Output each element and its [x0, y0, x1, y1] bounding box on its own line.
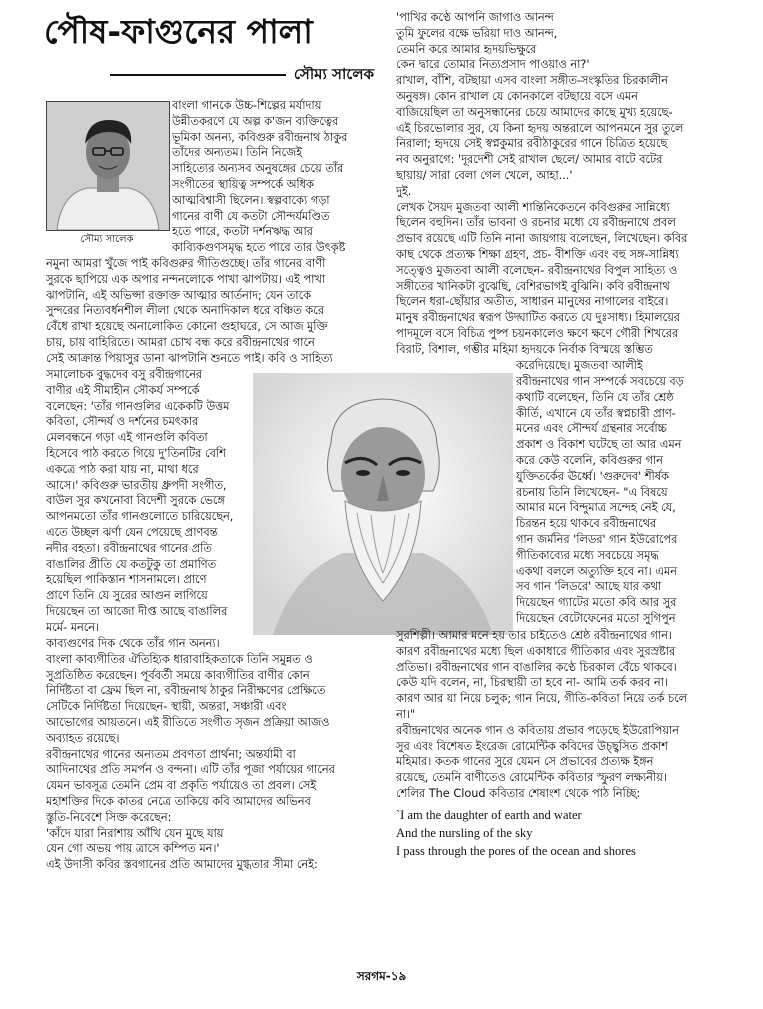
- article-title: পৌষ-ফাগুনের পালা: [44, 12, 313, 51]
- tagore-portrait: [253, 373, 513, 635]
- author-photo-illustration: [47, 102, 169, 230]
- photo-caption: সৌম্য সালেক: [80, 234, 134, 245]
- shelley-quote: `I am the daughter of earth and water And the nursling of the sky I pass through the pores of the ocean and shores: [396, 808, 636, 858]
- paragraph-3: কাব্যগুণের দিক থেকে তাঁর গান অনন্য। বাংলা কাব্যগীতির ঐতিহ্যিক ধারাবাহিকতাকে তিনি সমুন্নত ও সুপ্রতিষ্ঠিত করেছেন। পূর্ববর্তী সময়ে কাব্যগীতির বাণীর কোন নির্দিষ্টতা বা ফ্রেম ছিল না, রবীন্দ্রনাথ ঠাকুর নিরীক্ষণের প্রেক্ষিতে সেটিকে নির্দিষ্টতা দিয়েছেন- স্থায়ী, অন্তরা, সঞ্চারী এবং আভোগের আয়তনে। এই রীতিতে সংগীত সৃজন প্রক্রিয়া আজও অব্যাহত রয়েছে। রবীন্দ্রনাথের গানের অন্যতম প্রবণতা প্রার্থনা; অন্তর্যামী বা আদিনাথের প্রতি সমর্পন ও বন্দনা। এটি তাঁর পূজা পর্যায়ের গানের যেমন ভাবসূত্র তেমনি প্রেম বা প্রকৃতি পর্যায়েও তা প্রবল। সেই মহাশক্তির দিকে কাতর নেত্রে তাকিয়ে কবি আমাদের অভিনব স্তুতি-নিবেশে সিক্ত করেছেন: 'কাঁদে যারা নিরাশায় আঁখি যেন মুছে যায় যেন গো অভয় পায় ত্রাসে কম্পিত মন।' এই উদাসী কবির স্তবগানের প্রতি আমাদের মুগ্ধতার সীমা নেই:: [46, 637, 335, 872]
- paragraph-1: নমুনা আমরা খুঁজে পাই কবিগুরুর গীতিগুচ্ছে। তাঁর গানের বাণী সুরকে ছাপিয়ে এক অপার নন্দনলোকে পাখা ঝাপটায়। এই পাখা ঝাপটানি, এই অভিপ্সা রক্তাক্ত আত্মার আর্তনাদ; যেন তাকে সুন্দরের নিত্যবর্ধনশীল লীলা থেকে অনাদিকাল ধরে বঞ্চিত করে বেঁধে রাখা হয়েছে অনালোকিত কোনো গুহাঘরে, সে আজ মুক্তি চায়, চায় বাহিরিতে। আমরা চোখ বন্ধ করে রবীন্দ্রনাথের গানে সেই আক্রান্ত পিয়াসুর ডানা ঝাপটানি শুনতে পাই। কবি ও সাহিত্য: [46, 257, 333, 365]
- byline: [110, 62, 374, 88]
- paragraph-2: সমালোচক বুদ্ধদেব বসু রবীন্দ্রগানের বাণীর এই সীমাহীন সৌকর্য সম্পর্কে বলেছেন: 'তাঁর গানগুলির একেকটি উত্তম কবিতা, সৌন্দর্য ও দর্শনের চমৎকার মেলবন্ধনে গড়া এই গানগুলি কবিতা হিসেবে পাঠ করতে গিয়ে দু'তিনটির বেশি একত্রে পাঠ করা যায় না, মাথা ধরে আসে।' কবিগুরু ভারতীয় ধ্রুপদী সংগীত, বাউল সুর কখনোবা বিদেশী সুরকে ভেঙ্গে আপনমতো তাঁর গানগুলোতে চারিয়েছেন, এতে উচ্ছল ঝর্ণা যেন পেয়েছে প্রাণবন্ত নদীর বহতা। রবীন্দ্রনাথের গানের প্রতি বাঙালির প্রীতি যে কতটুকু তা প্রমাণিত হয়েছিল পাকিস্তান শাসনামলে। প্রাণে প্রাণে তিনি যে সুরের আগুন লাগিয়ে দিয়েছেন তা আজো দীপ্ত আছে বাঙালির মর্মে- মননে।: [46, 368, 234, 634]
- right-mid-paragraph: রবীন্দ্রনাথের গান সম্পর্কে সবচেয়ে বড় কথাটি বলেছেন, তিনি যে তাঁর শ্রেষ্ঠ কীর্তি, এখানে যে তাঁর স্বপ্নচারী প্রাণ- মনের এবং সৌন্দর্য গ্রন্থনার সর্বোচ্চ প্রকাশ ও বিকাশ ঘটেছে তা আর এমন করে কেউ বলেনি, কবিগুরুর গান যুক্তিতর্কের ঊর্ধ্বে। 'গুরুদেব' শীর্ষক রচনায় তিনি লিখেছেন- "এ বিষয়ে আমার মনে বিন্দুমাত্র সন্দেহ নেই যে, চিরন্তন হয়ে থাকবে রবীন্দ্রনাথের গান জর্মনির 'লিডর' গান ইউরোপের গীতিকাব্যের মধ্যে সবচেয়ে সমৃদ্ধ একথা বললে অত্যুক্তি হবে না। এমন সব গান 'লিডরে' আছে যার কথা দিয়েছেন গ্যাটের মতো কবি আর সুর দিয়েছেন বেটোফেনের মতো সুগিপুন: [516, 375, 684, 625]
- right-top-paragraph: 'পাখির কণ্ঠে আপনি জাগাও আনন্দ তুমি ফুলের বক্ষে ভরিয়া দাও আনন্দ, তেমনি করে আমার হৃদয়ভিক্ষুরে কেন দ্বারে তোমার নিত্যপ্রসাদ পাওয়াও না?' রাখাল, বাঁশি, বটছায়া এসব বাংলা সঙ্গীত-সংস্কৃতির চিরকালীন অনুষঙ্গ। কোন রাখাল যে কোনকালে বটছায়ে বসে এমন বাজিয়েছিল তা অনুসন্ধানের চেয়ে আমাদের কাছে মুখ্য হয়েছে- এই চিরভোলার সুর, যে কিনা হৃদয় অন্তরালে আপনমনে সুর তুলে নিরালা; হৃদয়ে সেই স্বপ্নকুমার রবীঠাকুরের গানে চিত্রিত হয়েছে নব অনুরাগে: 'দূরদেশী সেই রাখাল ছেলে/ আমার বাটে বটের ছায়ায়/ সারা বেলা গেল খেলে, আহা...' দুই. লেখক সৈয়দ মুজতবা আলী শান্তিনিকেতনে কবিগুরুর সান্নিধ্যে ছিলেন বহুদিন। তাঁর ভাবনা ও রচনার মধ্যে যে রবীন্দ্রনাথে প্রবল প্রভাব রয়েছে এটি তিনি নানা জায়গায় বলেছেন, লিখেছেন। কবির কাছ থেকে প্রত্যক্ষ শিক্ষা গ্রহণ, প্রচ- বীশক্তি এবং বহু সঙ্গ-সান্নিধ্য সত্ত্বেও মুজতবা আলী বলেছেন- রবীন্দ্রনাথের বিপুল সাহিত্য ও সঙ্গীতের খানিকটা বুঝেছি, বেশিরভাগই বুঝিনি। কবি রবীন্দ্রনাথ ছিলেন ধরা-ছোঁয়ার অতীত, সাধারন মানুষের নাগালের বাইরে। মানুষ রবীন্দ্রনাথের স্বরূপ উদ্ঘাটিত করতে যে দুঃসাধ্য। হিমালয়ের পাদমূলে বসে বিচিত্র পুষ্প চয়নকালেও ক্ষণে ক্ষণে গৌরী শিখরের বিরাট, বিশাল, গম্ভীর মহিমা হৃদয়কে নির্বাক বিস্ময়ে স্তম্ভিত করেদিয়েছে। মুজতবা আলীই: [396, 11, 688, 372]
- byline-rule: [110, 74, 286, 76]
- tagore-portrait-illustration: [253, 373, 513, 635]
- intro-paragraph: বাংলা গানকে উচ্চ-শিল্পের মর্যাদায় উন্নীতকরণে যে অল্প ক'জন ব্যক্তিত্বের ভূমিকা অনন্য, কবিগুরু রবীন্দ্রনাথ ঠাকুর তাঁদের অন্যতম। তিনি নিজেই সাহিত্যের অন্যসব অনুষঙ্গের চেয়ে তাঁর সংগীতের স্থায়িত্ব সম্পর্কে অধিক আত্মবিশ্বাসী ছিলেন। স্বল্পবাক্যে গড়া গানের বাণী যে কতটা সৌন্দর্যমণ্ডিত হতে পারে, কতটা দর্শনঋদ্ধ আর কাব্যিকগুণসমৃদ্ধ হতে পারে তার উৎকৃষ্ট: [172, 99, 348, 255]
- author-photo: [46, 101, 170, 231]
- right-bottom-paragraph: সুরশিল্পী। আমার মনে হয় তার চাইতেও শ্রেষ্ঠ রবীন্দ্রনাথের গান। কারণ রবীন্দ্রনাথের মধ্যে ছিল একাধারে গীতিকার এবং সুরস্রষ্টার প্রতিভা। রবীন্দ্রনাথের গান বাঙালির কণ্ঠে চিরকাল বেঁচে থাকবে। কেউ যদি বলেন, না, চিরস্থায়ী তা হবে না- আমি তর্ক করব না। কারণ আর যা নিয়ে চলুক; গান নিয়ে, গীতি-কবিতা নিয়ে তর্ক চলে না।" রবীন্দ্রনাথের অনেক গান ও কবিতায় প্রভাব পড়েছে ইউরোপিয়ান সুর এবং বিশেষত ইংরেজ রোমেন্টিক কবিদের উচ্ছ্বসিত প্রকাশ মহিমার। কতক গানের সুরে যেমন সে প্রভাবের প্রত্যক্ষ ইঙ্গন রয়েছে, তেমনি বাণীতেও রোমেন্টিক কবিতার স্ফুরণ লক্ষ্যনীয়। শেলির The Cloud কবিতার শেষাংশ থেকে পাঠ নিচ্ছি:: [396, 629, 688, 800]
- author-name: সৌম্য সালেক: [293, 64, 374, 83]
- page-number: সরগম-১৯: [356, 969, 407, 983]
